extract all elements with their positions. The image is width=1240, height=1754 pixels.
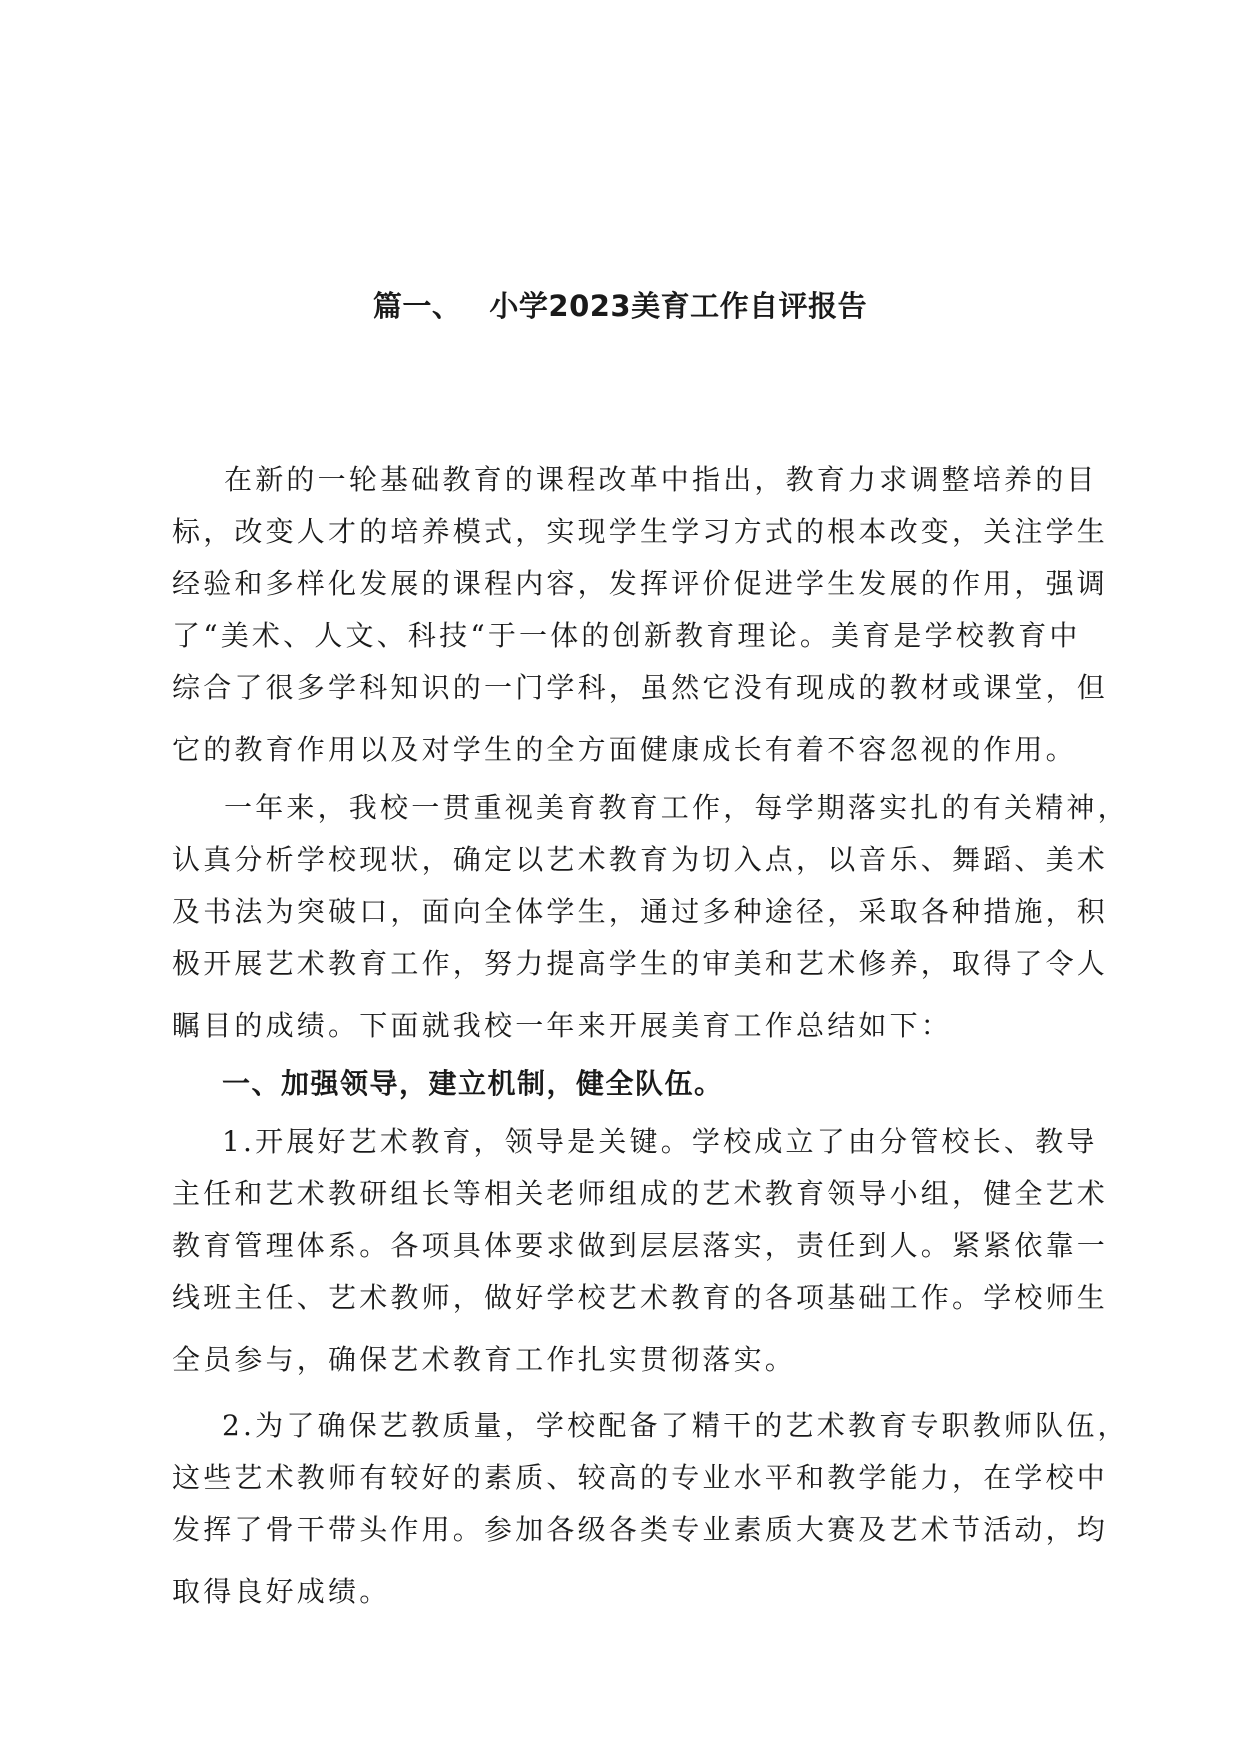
paragraph-line: 综合了很多学科知识的一门学科，虽然它没有现成的教材或课堂，但 <box>172 671 1109 704</box>
title-text: 小学2023美育工作自评报告 <box>489 289 868 323</box>
paragraph-line: 标，改变人才的培养模式，实现学生学习方式的根本改变，关注学生 <box>172 515 1109 548</box>
paragraph-line: 极开展艺术教育工作，努力提高学生的审美和艺术修养，取得了令人 <box>172 947 1109 980</box>
paragraph-line: 1.开展好艺术教育，领导是关键。学校成立了由分管校长、教导 <box>222 1125 1098 1158</box>
paragraph-line: 一年来，我校一贯重视美育教育工作，每学期落实扎的有关精神， <box>224 791 1129 824</box>
paragraph-line: 瞩目的成绩。下面就我校一年来开展美育工作总结如下： <box>172 1009 953 1042</box>
paragraph-line: 这些艺术教师有较好的素质、较高的专业水平和教学能力，在学校中 <box>172 1461 1109 1494</box>
document-title <box>0 286 1240 326</box>
paragraph-line: 它的教育作用以及对学生的全方面健康成长有着不容忽视的作用。 <box>172 733 1077 766</box>
paragraph-line: 发挥了骨干带头作用。参加各级各类专业素质大赛及艺术节活动，均 <box>172 1513 1109 1546</box>
paragraph-line: 在新的一轮基础教育的课程改革中指出，教育力求调整培养的目 <box>224 463 1098 496</box>
title-chapter-label: 篇一、 <box>372 289 462 323</box>
paragraph-line: 了“美术、人文、科技“于一体的创新教育理论。美育是学校教育中 <box>172 619 1081 652</box>
section-heading: 一、加强领导，建立机制，健全队伍。 <box>222 1067 724 1100</box>
paragraph-line: 经验和多样化发展的课程内容，发挥评价促进学生发展的作用，强调 <box>172 567 1109 600</box>
paragraph-line: 主任和艺术教研组长等相关老师组成的艺术教育领导小组，健全艺术 <box>172 1177 1109 1210</box>
paragraph-line: 及书法为突破口，面向全体学生，通过多种途径，采取各种措施，积 <box>172 895 1109 928</box>
paragraph-line: 2.为了确保艺教质量，学校配备了精干的艺术教育专职教师队伍， <box>222 1409 1129 1442</box>
paragraph-line: 认真分析学校现状，确定以艺术教育为切入点，以音乐、舞蹈、美术 <box>172 843 1109 876</box>
paragraph-line: 全员参与，确保艺术教育工作扎实贯彻落实。 <box>172 1343 797 1376</box>
paragraph-line: 取得良好成绩。 <box>172 1575 391 1608</box>
paragraph-line: 教育管理体系。各项具体要求做到层层落实，责任到人。紧紧依靠一 <box>172 1229 1109 1262</box>
paragraph-line: 线班主任、艺术教师，做好学校艺术教育的各项基础工作。学校师生 <box>172 1281 1109 1314</box>
